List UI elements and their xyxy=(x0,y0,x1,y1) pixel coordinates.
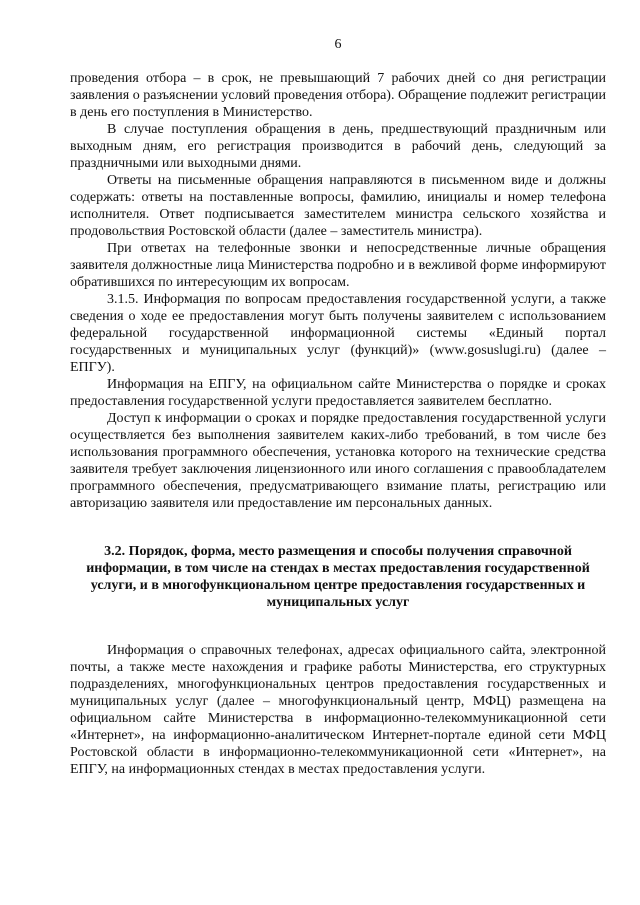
paragraph-1: проведения отбора – в срок, не превышающий 7 рабочих дней со дня регистрации заявления о разъяснении условий проведения отбора). Обращение подлежит регистрации в день его поступления в Министерство. xyxy=(70,71,606,120)
paragraph-7: Доступ к информации о сроках и порядке предоставления государственной услуги осуществляется без выполнения заявителем каких-либо требований, в том числе без использования программного обеспечения, установка которого на технические средства заявителя требует заключения лицензионного или иного соглашения с правообладателем программного обеспечения, предусматривающего взимание платы, регистрацию или авторизацию заявителя или предоставление им персональных данных. xyxy=(70,411,606,511)
section-heading: 3.2. Порядок, форма, место размещения и способы получения справочной информации, в том числе на стендах в местах предоставления государственной услуги, и в многофункциональном центре предоставления государственных и муниципальных услуг xyxy=(86,544,590,610)
paragraph-4: При ответах на телефонные звонки и непосредственные личные обращения заявителя должностные лица Министерства подробно и в вежливой форме информируют обратившихся по интересующим их вопросам. xyxy=(70,241,606,290)
paragraph-8: Информация о справочных телефонах, адресах официального сайта, электронной почты, а также месте нахождения и графике работы Министерства, его структурных подразделениях, многофункциональных центров предоставления государственных и муниципальных услуг (далее – многофункциональный центр, МФЦ) размещена на официальном сайте Министерства в информационно-телекоммуникационной сети «Интернет», на информационно-аналитическом Интернет-портале единой сети МФЦ Ростовской области в информационно-телекоммуникационной сети «Интернет», на ЕПГУ, на информационных стендах в местах предоставления услуги. xyxy=(70,643,606,777)
paragraph-2: В случае поступления обращения в день, предшествующий праздничным или выходным дням, его регистрация производится в рабочий день, следующий за праздничными или выходными днями. xyxy=(70,122,606,171)
paragraph-6: Информация на ЕПГУ, на официальном сайте Министерства о порядке и сроках предоставления государственной услуги предоставляется заявителем бесплатно. xyxy=(70,377,606,409)
paragraph-3: Ответы на письменные обращения направляются в письменном виде и должны содержать: ответы на поставленные вопросы, фамилию, инициалы и номер телефона исполнителя. Ответ подписывается заместителем министра сельского хозяйства и продовольствия Ростовской области (далее – заместитель министра). xyxy=(70,173,606,239)
page-number: 6 xyxy=(334,37,342,52)
paragraph-5: 3.1.5. Информация по вопросам предоставления государственной услуги, а также сведения о ходе ее предоставления могут быть получены заявителем с использованием федеральной государственной информационной системы «Единый портал государственных и муниципальных услуг (функций)» (www.gosuslugi.ru) (далее – ЕПГУ). xyxy=(70,292,606,375)
